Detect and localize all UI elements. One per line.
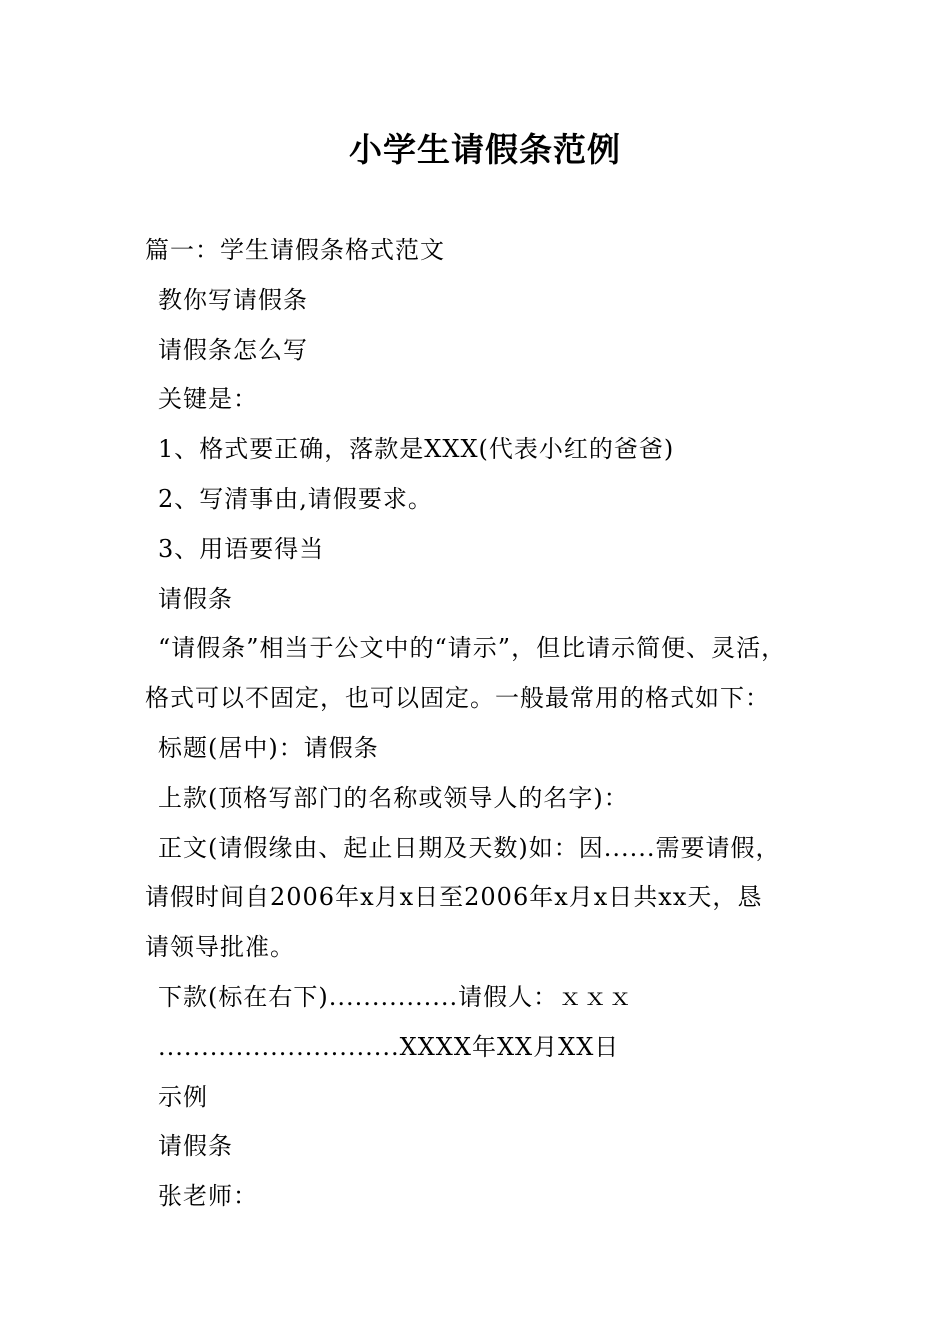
text-line: ............................XXXX年XX月XX日: [158, 1032, 620, 1061]
text-line: 上款(顶格写部门的名称或领导人的名字)：: [158, 783, 629, 812]
paragraph-line: 请领导批准。: [145, 933, 295, 962]
document-title: 小学生请假条范例: [349, 130, 621, 169]
paragraph-line: “请假条”相当于公文中的“请示”，但比请示简便、灵活，: [158, 634, 787, 663]
list-item: 2、写清事由,请假要求。: [158, 484, 433, 513]
text-line: 教你写请假条: [158, 285, 308, 314]
text-line: 请假条怎么写: [158, 335, 308, 364]
paragraph-line: 请假时间自2006年x月x日至2006年x月x日共xx天，恳: [145, 883, 763, 912]
text-line: 标题(居中)：请假条: [158, 733, 379, 762]
list-item: 1、格式要正确，落款是XXX(代表小红的爸爸): [158, 435, 675, 464]
paragraph-line: 格式可以不固定，也可以固定。一般最常用的格式如下：: [145, 684, 770, 713]
section-heading: 篇一：学生请假条格式范文: [145, 236, 445, 264]
text-line: 请假条: [158, 1132, 233, 1161]
list-item: 3、用语要得当: [158, 534, 325, 563]
text-line: 下款(标在右下)...............请假人：ｘｘｘ: [158, 982, 634, 1011]
text-line: 张老师：: [158, 1182, 258, 1211]
text-line: 示例: [158, 1082, 208, 1111]
text-line: 关键是：: [158, 385, 258, 414]
document-body: [145, 226, 835, 1222]
paragraph-line: 正文(请假缘由、起止日期及天数)如：因......需要请假，: [158, 833, 781, 862]
text-line: 请假条: [158, 584, 233, 613]
